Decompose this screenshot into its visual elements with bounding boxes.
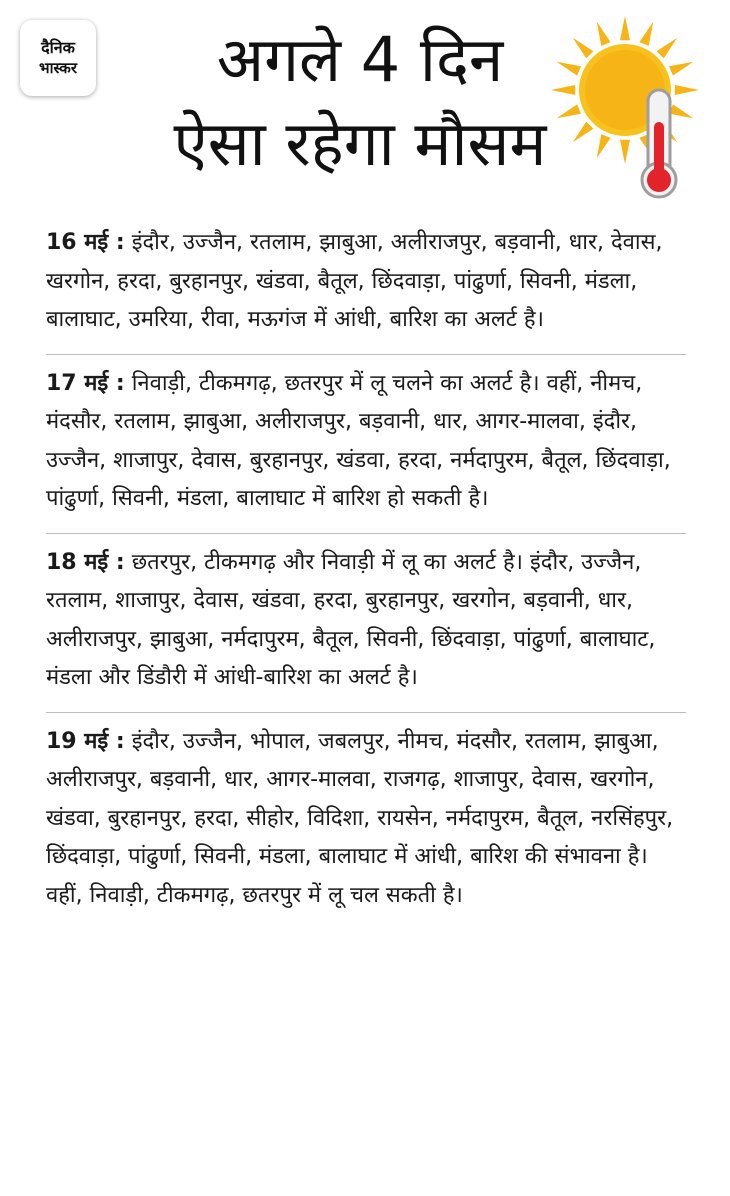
- sun-ray: [669, 104, 693, 118]
- title-line-2: ऐसा रहेगा मौसम: [173, 107, 547, 180]
- sun-ray: [675, 85, 699, 95]
- forecast-date: 17 मई :: [46, 370, 125, 396]
- weather-illustration: [545, 10, 715, 200]
- sun-ray: [620, 140, 630, 164]
- logo-line-2: भास्कर: [39, 59, 77, 77]
- forecast-day: [46, 218, 686, 350]
- sun-ray: [597, 22, 611, 46]
- sun-ray: [573, 122, 594, 143]
- forecast-date: 16 मई :: [46, 230, 125, 255]
- page-title: [110, 18, 610, 186]
- forecast-day: [46, 712, 686, 926]
- forecast-date: 18 मई :: [46, 549, 125, 575]
- forecast-paragraph: [46, 723, 686, 916]
- forecast-date: 19 मई :: [46, 728, 125, 754]
- sun-ray: [669, 62, 693, 76]
- forecast-text: छतरपुर, टीकमगढ़ और निवाड़ी में लू का अलर्ट है। इंदौर, उज्जैन, रतलाम, शाजापुर, देवास, खंडवा, हरदा, बुरहानपुर, खरगोन, बड़वानी, धार, अलीराजपुर, झाबुआ, नर्मदापुरम, बैतूल, सिवनी, छिंदवाड़ा, पांढुर्णा, बालाघाट, मंडला और डिंडौरी में आंधी-बारिश का अलर्ट है।: [46, 549, 656, 690]
- forecast-text: इंदौर, उज्जैन, भोपाल, जबलपुर, नीमच, मंदसौर, रतलाम, झाबुआ, अलीराजपुर, बड़वानी, धार, आगर-मालवा, राजगढ़, शाजापुर, देवास, खरगोन, खंडवा, बुरहानपुर, हरदा, सीहोर, विदिशा, रायसेन, नर्मदापुरम, बैतूल, नरसिंहपुर, छिंदवाड़ा, पांढुर्णा, सिवनी, मंडला, बालाघाट में आंधी, बारिश की संभावना है। वहीं, निवाड़ी, टीकमगढ़, छतरपुर में लू चल सकती है।: [46, 728, 674, 908]
- sun-ray: [573, 38, 594, 59]
- forecast-paragraph: [46, 365, 686, 519]
- sun-ray: [551, 85, 575, 95]
- header: [0, 0, 730, 210]
- sun-icon: [551, 16, 699, 164]
- forecast-text: निवाड़ी, टीकमगढ़, छतरपुर में लू चलने का अलर्ट है। वहीं, नीमच, मंदसौर, रतलाम, झाबुआ, अलीराजपुर, बड़वानी, धार, आगर-मालवा, इंदौर, उज्जैन, शाजापुर, देवास, बुरहानपुर, खंडवा, हरदा, नर्मदापुरम, बैतूल, छिंदवाड़ा, पांढुर्णा, सिवनी, मंडला, बालाघाट में बारिश हो सकती है।: [46, 370, 671, 511]
- sun-ray: [557, 104, 581, 118]
- forecast-paragraph: [46, 224, 686, 340]
- forecast-day: [46, 354, 686, 529]
- forecast-day: [46, 533, 686, 708]
- forecast-paragraph: [46, 544, 686, 698]
- sun-ray: [597, 134, 611, 158]
- forecast-text: इंदौर, उज्जैन, रतलाम, झाबुआ, अलीराजपुर, बड़वानी, धार, देवास, खरगोन, हरदा, बुरहानपुर, खंडवा, बैतूल, छिंदवाड़ा, पांढुर्णा, सिवनी, मंडला, बालाघाट, उमरिया, रीवा, मऊगंज में आंधी, बारिश का अलर्ट है।: [46, 230, 663, 332]
- sun-ray: [639, 22, 653, 46]
- sun-ray: [657, 38, 678, 59]
- thermometer-icon: [642, 90, 676, 197]
- forecast-list: [46, 218, 686, 925]
- title-line-1: अगले 4 दिन: [216, 23, 504, 96]
- logo-line-1: दैनिक: [41, 38, 75, 57]
- sun-ray: [557, 62, 581, 76]
- dainik-bhaskar-logo[interactable]: [20, 20, 96, 96]
- sun-ray: [620, 16, 630, 40]
